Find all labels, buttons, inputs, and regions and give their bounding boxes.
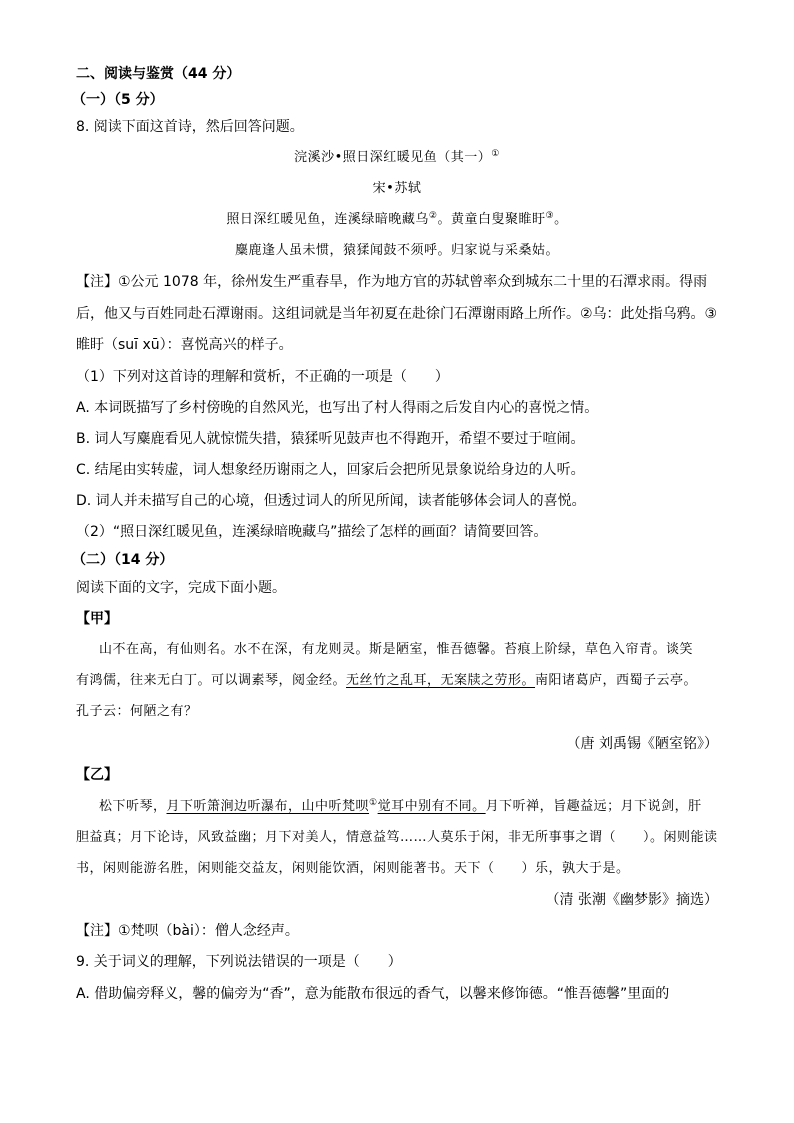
poem-line-1-c: 。 [554, 212, 568, 227]
passage-yi-line-1-b: 月下听禅，旨趣益远；月下说剑，肝 [485, 799, 702, 814]
section-title: 二、阅读与鉴赏（44 分） [76, 66, 241, 82]
poem-title-text: 浣溪沙•照日深红暖见鱼（其一） [294, 150, 492, 165]
question-8-2: （2）“照日深红暖见鱼，连溪绿暗晚藏乌”描绘了怎样的画面？请简要回答。 [76, 524, 548, 540]
option-d: D. 词人并未描写自己的心境，但透过词人的所见所闻，读者能够体会词人的喜悦。 [76, 493, 586, 509]
option-a: A. 本词既描写了乡村傍晚的自然风光，也写出了村人得雨之后发自内心的喜悦之情。 [76, 400, 599, 416]
question-9-option-a: A. 借助偏旁释义，馨的偏旁为“香”，意为能散布很远的香气，以馨来修饰德。“惟吾德馨”里面的 [76, 986, 670, 1002]
poem-title [0, 148, 794, 168]
passage-jia-line-1: 山不在高，有仙则名。水不在深，有龙则灵。斯是陋室，惟吾德馨。苔痕上阶绿，草色入帘青。谈笑 [99, 642, 694, 657]
poem-note-3: ③ [545, 211, 555, 221]
part1-header: （一）（5 分） [72, 92, 164, 108]
poem-note-line-2: 后，他又与百姓同赴石潭谢雨。这组词就是当年初夏在赴徐门石潭谢雨路上所作。②乌：此处指乌鸦。③ [76, 306, 718, 322]
passage-jia-label: 【甲】 [76, 611, 118, 627]
passage-jia-line-2 [76, 671, 697, 691]
poem-title-note: ① [491, 149, 500, 159]
poem-author: 宋•苏轼 [372, 181, 422, 196]
poem-note-line-3: 睢盱（suī xū）：喜悦高兴的样子。 [76, 337, 293, 353]
passage-yi-line-3: 书，闲则能游名胜，闲则能交益友，闲则能饮酒，闲则能著书。天下（ ）乐，孰大于是。 [76, 861, 630, 876]
question-8-intro: 8. 阅读下面这首诗，然后回答问题。 [76, 119, 304, 135]
part2-intro: 阅读下面的文字，完成下面小题。 [76, 580, 286, 596]
part2-header: （二）（14 分） [72, 552, 174, 568]
passage-yi-line-1-a: 松下听琴， [99, 799, 167, 814]
option-c: C. 结尾由实转虚，词人想象经历谢雨之人，回家后会把所见景象说给身边的人听。 [76, 462, 585, 478]
passage-yi-underlined-2: 觉耳中别有不同。 [377, 799, 486, 814]
passage-yi-note-marker: ① [369, 798, 378, 808]
question-8-1: （1）下列对这首诗的理解和赏析，不正确的一项是（ ） [76, 369, 449, 385]
passage-yi-line-1 [99, 797, 702, 817]
passage-yi-source: （清 张潮《幽梦影》摘选） [545, 892, 718, 908]
question-9: 9. 关于词义的理解，下列说法错误的一项是（ ） [76, 954, 402, 970]
poem-note-2: ② [428, 211, 438, 221]
passage-yi-label: 【乙】 [76, 767, 118, 783]
passage-jia-line-2-b: 南阳诸葛庐，西蜀子云亭。 [535, 673, 698, 688]
passage-jia-source: （唐 刘禹锡《陋室铭》） [566, 736, 718, 752]
passage-jia-line-2-a: 有鸿儒，往来无白丁。可以调素琴，阅金经。 [76, 673, 347, 688]
passage-yi-underlined-1: 月下听箫涧边听瀑布，山中听梵呗 [166, 799, 370, 814]
poem-line-2: 麋鹿逢人虽未惯，猿猱闻鼓不须呼。归家说与采桑姑。 [234, 243, 559, 258]
passage-jia-underlined-sentence: 无丝竹之乱耳，无案牍之劳形。 [346, 673, 536, 688]
passage-yi-line-2: 胆益真；月下论诗，风致益幽；月下对美人，情意益笃……人莫乐于闲，非无所事事之谓（ ）。闲则能读 [76, 830, 718, 845]
poem-line-1 [0, 210, 794, 230]
poem-line-1-b: 。黄童白叟聚睢盱 [437, 212, 546, 227]
poem-line-1-a: 照日深红暖见鱼，连溪绿暗晚藏乌 [226, 212, 429, 227]
passage-jia-line-3: 孔子云：何陋之有？ [76, 704, 198, 719]
passage-yi-note: 【注】①梵呗（bài）：僧人念经声。 [76, 923, 299, 939]
poem-note-line-1: 【注】①公元 1078 年，徐州发生严重春旱，作为地方官的苏轼曾率众到城东二十里的石潭求雨。得雨 [76, 274, 708, 290]
option-b: B. 词人写麋鹿看见人就惊慌失措，猿猱听见鼓声也不得跑开，希望不要过于喧闹。 [76, 431, 585, 447]
